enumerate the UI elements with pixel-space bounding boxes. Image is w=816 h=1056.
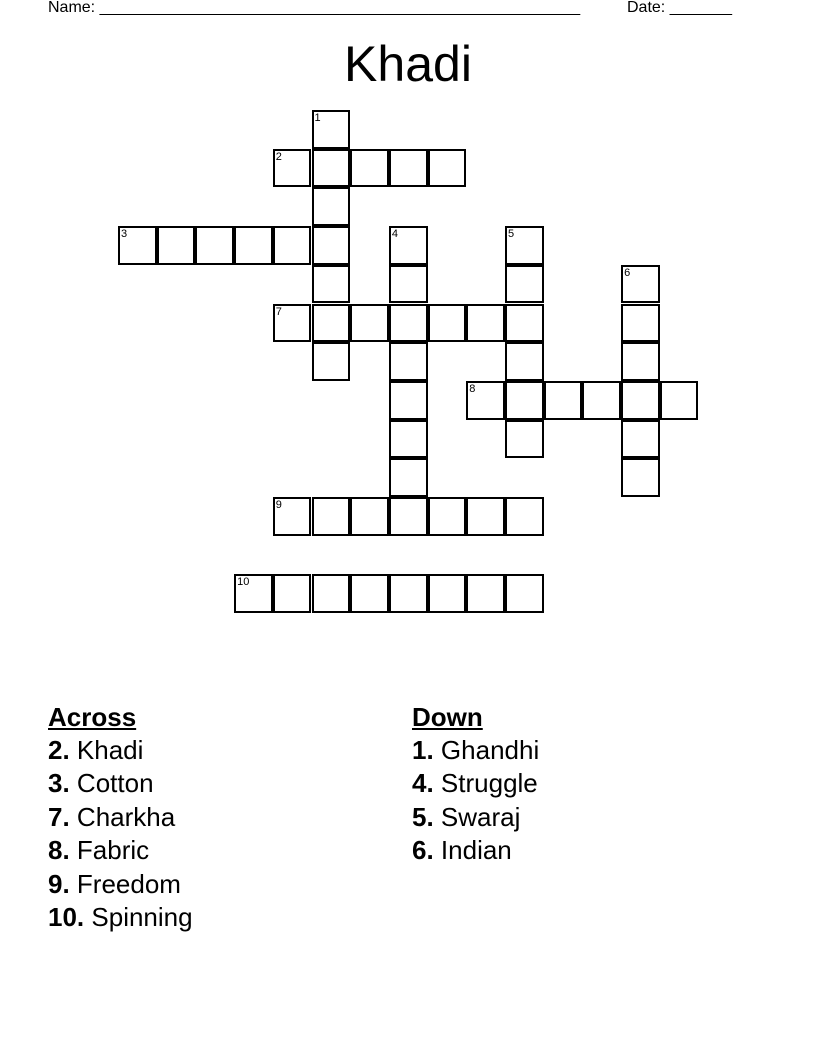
grid-cell[interactable]: [621, 381, 660, 420]
grid-cell[interactable]: [312, 226, 351, 265]
grid-cell[interactable]: [660, 381, 699, 420]
grid-cell[interactable]: [389, 149, 428, 188]
clue-number: 7.: [48, 801, 70, 832]
grid-cell[interactable]: [389, 420, 428, 459]
cell-number: 7: [275, 305, 282, 318]
grid-cell[interactable]: [389, 497, 428, 536]
clue-text: Swaraj: [440, 801, 521, 832]
down-clue: [412, 734, 539, 767]
grid-cell[interactable]: [466, 574, 505, 613]
grid-cell[interactable]: [621, 420, 660, 459]
grid-cell[interactable]: [389, 342, 428, 381]
grid-cell[interactable]: [312, 497, 351, 536]
grid-cell[interactable]: [505, 420, 544, 459]
grid-cell[interactable]: [621, 458, 660, 497]
grid-cell[interactable]: [350, 304, 389, 343]
clue-number: 1.: [412, 735, 434, 765]
grid-cell[interactable]: [505, 342, 544, 381]
across-clues: [48, 700, 193, 934]
grid-cell[interactable]: [350, 497, 389, 536]
clue-text: Freedom: [76, 868, 181, 899]
grid-cell[interactable]: [621, 304, 660, 343]
cell-number: 9: [275, 499, 282, 511]
cell-number: 1: [314, 112, 321, 124]
cell-number: 2: [275, 150, 282, 163]
clue-text: Indian: [440, 835, 512, 866]
grid-cell[interactable]: [273, 149, 312, 188]
grid-cell[interactable]: [505, 265, 544, 304]
grid-cell[interactable]: [505, 497, 544, 536]
grid-cell[interactable]: [505, 226, 544, 265]
grid-cell[interactable]: [350, 574, 389, 613]
grid-cell[interactable]: [273, 226, 312, 265]
grid-cell[interactable]: [312, 149, 351, 188]
grid-cell[interactable]: [466, 304, 505, 343]
cell-number: 4: [391, 228, 399, 241]
cell-number: 5: [508, 228, 515, 241]
grid-cell[interactable]: [505, 304, 544, 343]
down-clue: [412, 801, 539, 834]
clue-text: Charkha: [76, 801, 176, 832]
across-heading: Across: [48, 702, 137, 732]
grid-cell[interactable]: [389, 574, 428, 613]
down-clue: [412, 834, 539, 867]
grid-cell[interactable]: [312, 304, 351, 343]
cell-number: 3: [121, 228, 128, 241]
clue-text: Cotton: [76, 768, 154, 799]
grid-cell[interactable]: [428, 497, 467, 536]
grid-cell[interactable]: [582, 381, 621, 420]
grid-cell[interactable]: [466, 497, 505, 536]
across-clue-list: [48, 734, 193, 934]
clue-number: 5.: [412, 801, 434, 832]
grid-cell[interactable]: [312, 265, 351, 304]
grid-cell[interactable]: [428, 574, 467, 613]
clue-text: Khadi: [76, 735, 144, 765]
clue-number: 4.: [412, 768, 434, 799]
grid-cell[interactable]: [389, 226, 428, 265]
across-clue: [48, 767, 193, 800]
clue-number: 8.: [48, 835, 70, 866]
grid-cell[interactable]: [350, 149, 389, 188]
grid-cell[interactable]: [195, 226, 234, 265]
cell-number: 8: [469, 382, 476, 395]
grid-cell[interactable]: [312, 187, 351, 226]
grid-cell[interactable]: [466, 381, 505, 420]
grid-cell[interactable]: [273, 304, 312, 343]
date-field-line: Date: _______: [627, 0, 732, 16]
down-heading: Down: [412, 702, 483, 732]
down-clue-list: [412, 734, 539, 868]
down-clue: [412, 767, 539, 800]
cell-number: 6: [624, 266, 631, 279]
clue-text: Struggle: [440, 768, 538, 799]
grid-cell[interactable]: [389, 458, 428, 497]
grid-cell[interactable]: [312, 342, 351, 381]
grid-cell[interactable]: [273, 497, 312, 536]
grid-cell[interactable]: [312, 574, 351, 613]
cell-number: 10: [237, 576, 250, 589]
page-title: Khadi: [344, 36, 472, 92]
name-field-line: Name: ______________________________________________________: [48, 0, 581, 16]
grid-cell[interactable]: [389, 381, 428, 420]
grid-cell[interactable]: [234, 226, 273, 265]
clue-text: Spinning: [91, 902, 193, 933]
grid-cell[interactable]: [621, 265, 660, 304]
grid-cell[interactable]: [312, 110, 351, 149]
grid-cell[interactable]: [428, 149, 467, 188]
grid-cell[interactable]: [273, 574, 312, 613]
grid-cell[interactable]: [157, 226, 196, 265]
across-clue: [48, 834, 193, 867]
clue-text: Ghandhi: [440, 735, 540, 765]
grid-cell[interactable]: [428, 304, 467, 343]
clue-number: 10.: [48, 902, 85, 933]
across-clue: [48, 868, 193, 901]
down-clues: [412, 700, 539, 868]
across-clue: [48, 901, 193, 934]
across-clue: [48, 734, 193, 767]
clue-number: 6.: [412, 835, 434, 866]
grid-cell[interactable]: [544, 381, 583, 420]
grid-cell[interactable]: [234, 574, 273, 613]
grid-cell[interactable]: [389, 304, 428, 343]
clue-number: 9.: [48, 868, 70, 899]
grid-cell[interactable]: [505, 381, 544, 420]
clue-number: 3.: [48, 768, 70, 799]
grid-cell[interactable]: [621, 342, 660, 381]
grid-cell[interactable]: [389, 265, 428, 304]
clue-number: 2.: [48, 735, 70, 765]
grid-cell[interactable]: [505, 574, 544, 613]
across-clue: [48, 801, 193, 834]
clue-text: Fabric: [76, 835, 150, 866]
grid-cell[interactable]: [118, 226, 157, 265]
